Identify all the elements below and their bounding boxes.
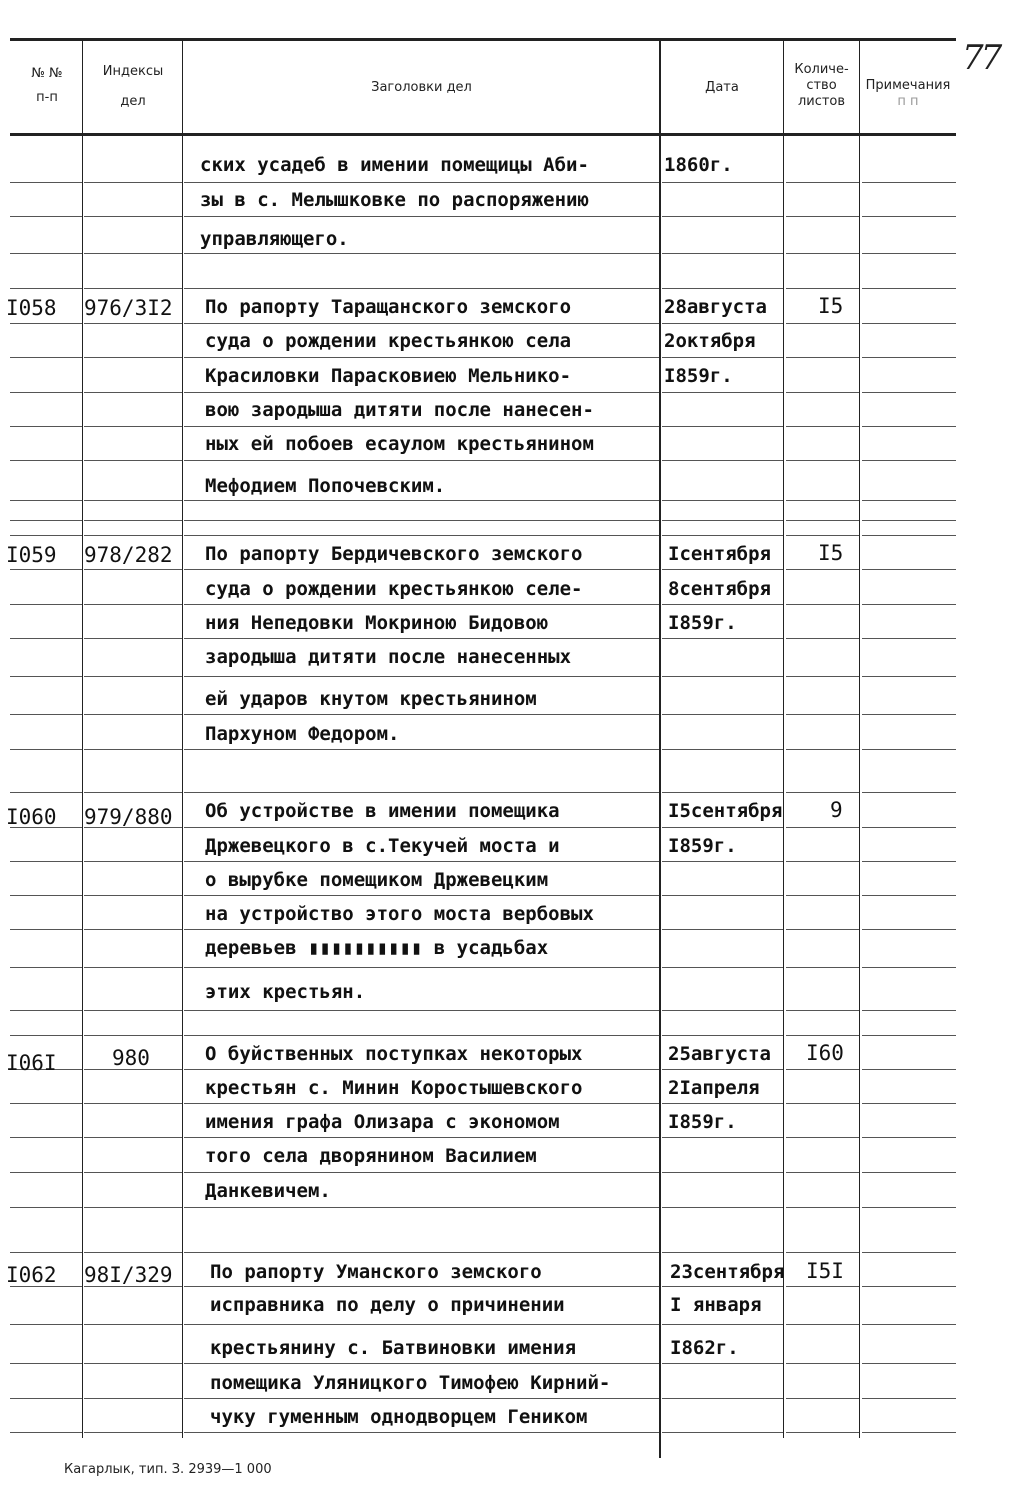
ruled-line-9-0 (10, 500, 82, 501)
ruled-line-35-1 (84, 1398, 182, 1399)
entry-4-title-line-3: имения графа Олизара с экономом (205, 1111, 560, 1133)
entry-2-number: I059 (6, 543, 57, 567)
ruled-line-1-3 (662, 216, 783, 217)
ruled-line-3-3 (662, 288, 783, 289)
ruled-line-10-1 (84, 520, 182, 521)
ruled-line-7-0 (10, 426, 82, 427)
ruled-line-34-1 (84, 1363, 182, 1364)
entry-1-title-line-6: Мефодием Попочевским. (205, 475, 446, 497)
ruled-line-5-2 (184, 357, 659, 358)
ruled-line-8-4 (786, 460, 859, 461)
entry-1-date-line-3: I859г. (664, 365, 733, 387)
ruled-line-13-0 (10, 604, 82, 605)
ruled-line-18-1 (84, 792, 182, 793)
ruled-line-14-0 (10, 638, 82, 639)
ruled-line-1-0 (10, 216, 82, 217)
ruled-line-29-0 (10, 1172, 82, 1173)
ruled-line-11-2 (184, 535, 659, 536)
ruled-line-24-3 (662, 1010, 783, 1011)
ruled-line-7-4 (786, 426, 859, 427)
ruled-line-11-0 (10, 535, 82, 536)
ruled-line-24-4 (786, 1010, 859, 1011)
ruled-line-30-0 (10, 1207, 82, 1208)
header-count: Количе- ство листов (794, 62, 849, 109)
entry-4-number: I06I (6, 1051, 57, 1075)
ruled-line-34-0 (10, 1363, 82, 1364)
ruled-line-11-1 (84, 535, 182, 536)
ruled-line-12-0 (10, 569, 82, 570)
ruled-line-36-0 (10, 1432, 82, 1433)
ruled-line-1-2 (184, 216, 659, 217)
ruled-line-22-4 (786, 929, 859, 930)
ruled-line-28-3 (662, 1137, 783, 1138)
ruled-line-15-3 (662, 676, 783, 677)
column-divider-3 (659, 38, 661, 1458)
header-nn: № № п-п (31, 66, 63, 105)
entry-1-title-line-5: ных ей побоев есаулом крестьянином (205, 433, 594, 455)
ruled-line-33-0 (10, 1324, 82, 1325)
ruled-line-30-1 (84, 1207, 182, 1208)
ruled-line-31-2 (184, 1252, 659, 1253)
ruled-line-34-4 (786, 1363, 859, 1364)
column-divider-2 (182, 38, 183, 1438)
ruled-line-22-3 (662, 929, 783, 930)
entry-2-title-line-5: ей ударов кнутом крестьянином (205, 688, 537, 710)
ruled-line-33-4 (786, 1324, 859, 1325)
ruled-line-0-1 (84, 182, 182, 183)
folio-number: 77 (962, 38, 1000, 78)
ruled-line-7-2 (184, 426, 659, 427)
ruled-line-27-4 (786, 1103, 859, 1104)
ruled-line-12-3 (662, 569, 783, 570)
ruled-line-36-2 (184, 1432, 659, 1433)
ruled-line-8-1 (84, 460, 182, 461)
ruled-line-33-2 (184, 1324, 659, 1325)
ruled-line-4-3 (662, 323, 783, 324)
ruled-line-30-5 (862, 1207, 956, 1208)
ruled-line-15-5 (862, 676, 956, 677)
ruled-line-25-4 (786, 1035, 859, 1036)
entry-3-count: 9 (830, 798, 843, 822)
entry-5-count: I5I (806, 1259, 844, 1283)
ruled-line-15-4 (786, 676, 859, 677)
entry-5-index: 98I/329 (84, 1263, 173, 1287)
ruled-line-2-0 (10, 253, 82, 254)
ruled-line-10-0 (10, 520, 82, 521)
entry-5-title-line-3: крестьянину с. Батвиновки имения (210, 1337, 577, 1359)
ruled-line-11-3 (662, 535, 783, 536)
entry-3-title-line-5: деревьев ▮▮▮▮▮▮▮▮▮▮ в усадьбах (205, 937, 549, 959)
ruled-line-9-2 (184, 500, 659, 501)
ruled-line-17-4 (786, 749, 859, 750)
entry-1-date-line-1: 28августа (664, 296, 767, 318)
ruled-line-33-3 (662, 1324, 783, 1325)
entry-4-title-line-1: О буйственных поступках некоторых (205, 1043, 583, 1065)
ruled-line-2-3 (662, 253, 783, 254)
ruled-line-4-1 (84, 323, 182, 324)
ruled-line-27-2 (184, 1103, 659, 1104)
ruled-line-7-3 (662, 426, 783, 427)
ruled-line-6-1 (84, 392, 182, 393)
entry-4-title-line-5: Данкевичем. (205, 1180, 331, 1202)
entry-2-date-line-3: I859г. (668, 612, 737, 634)
entry-1-number: I058 (6, 296, 57, 320)
ruled-line-12-4 (786, 569, 859, 570)
ruled-line-14-5 (862, 638, 956, 639)
entry-1-index: 976/3I2 (84, 296, 173, 320)
ruled-line-10-3 (662, 520, 783, 521)
ruled-line-32-3 (662, 1286, 783, 1287)
entry-3-date-line-2: I859г. (668, 835, 737, 857)
ruled-line-21-0 (10, 895, 82, 896)
ruled-line-18-4 (786, 792, 859, 793)
column-divider-4 (783, 38, 784, 1438)
ruled-line-17-3 (662, 749, 783, 750)
ruled-line-26-4 (786, 1069, 859, 1070)
ruled-line-19-3 (662, 827, 783, 828)
ruled-line-7-1 (84, 426, 182, 427)
ruled-line-2-1 (84, 253, 182, 254)
entry-5-date-line-2: I января (670, 1294, 762, 1316)
ruled-line-22-0 (10, 929, 82, 930)
ruled-line-26-5 (862, 1069, 956, 1070)
header-bottom-rule (10, 133, 956, 136)
ruled-line-9-3 (662, 500, 783, 501)
header-notes: Примечания п п (865, 78, 951, 109)
ruled-line-27-0 (10, 1103, 82, 1104)
header-date: Дата (705, 80, 739, 95)
ruled-line-17-2 (184, 749, 659, 750)
entry-5-title-line-4: помещика Уляницкого Тимофею Кирний- (210, 1372, 611, 1394)
entry-3-number: I060 (6, 805, 57, 829)
ruled-line-14-3 (662, 638, 783, 639)
ruled-line-36-3 (662, 1432, 783, 1433)
printer-imprint: Кагарлык, тип. З. 2939—1 000 (64, 1462, 272, 1477)
entry-5-date-line-1: 23сентября (670, 1261, 785, 1283)
ruled-line-29-5 (862, 1172, 956, 1173)
ruled-line-14-2 (184, 638, 659, 639)
ruled-line-8-0 (10, 460, 82, 461)
entry-2-title-line-1: По рапорту Бердичевского земского (205, 543, 583, 565)
ruled-line-6-4 (786, 392, 859, 393)
ruled-line-15-0 (10, 676, 82, 677)
ruled-line-20-0 (10, 861, 82, 862)
ruled-line-0-5 (862, 182, 956, 183)
ruled-line-31-3 (662, 1252, 783, 1253)
ruled-line-16-2 (184, 714, 659, 715)
ruled-line-30-4 (786, 1207, 859, 1208)
ruled-line-10-5 (862, 520, 956, 521)
entry-2-index: 978/282 (84, 543, 173, 567)
ruled-line-2-4 (786, 253, 859, 254)
entry-3-title-line-1: Об устройстве в имении помещика (205, 800, 560, 822)
ruled-line-1-5 (862, 216, 956, 217)
header-title: Заголовки дел (371, 80, 472, 95)
ruled-line-2-5 (862, 253, 956, 254)
ruled-line-21-3 (662, 895, 783, 896)
ruled-line-5-0 (10, 357, 82, 358)
ruled-line-13-3 (662, 604, 783, 605)
ruled-line-27-1 (84, 1103, 182, 1104)
entry-3-title-line-6: этих крестьян. (205, 981, 366, 1003)
ruled-line-29-3 (662, 1172, 783, 1173)
ruled-line-2-2 (184, 253, 659, 254)
ruled-line-10-2 (184, 520, 659, 521)
ruled-line-18-2 (184, 792, 659, 793)
ruled-line-24-0 (10, 1010, 82, 1011)
ruled-line-32-2 (184, 1286, 659, 1287)
entry-2-title-line-2: суда о рождении крестьянкою селе- (205, 578, 583, 600)
entry-0-title-line-2: зы в с. Мелышковке по распоряжению (200, 189, 589, 211)
ruled-line-18-3 (662, 792, 783, 793)
entry-5-title-line-5: чуку гуменным однодворцем Геником (210, 1406, 588, 1428)
ruled-line-11-5 (862, 535, 956, 536)
entry-0-date-line-1: 1860г. (664, 154, 733, 176)
ruled-line-19-5 (862, 827, 956, 828)
ruled-line-35-3 (662, 1398, 783, 1399)
ruled-line-5-1 (84, 357, 182, 358)
ruled-line-36-1 (84, 1432, 182, 1433)
ruled-line-8-3 (662, 460, 783, 461)
ruled-line-28-1 (84, 1137, 182, 1138)
entry-2-date-line-2: 8сентября (668, 578, 771, 600)
entry-3-index: 979/880 (84, 805, 173, 829)
entry-5-title-line-1: По рапорту Уманского земского (210, 1261, 542, 1283)
ruled-line-4-5 (862, 323, 956, 324)
ruled-line-24-1 (84, 1010, 182, 1011)
ruled-line-17-0 (10, 749, 82, 750)
ruled-line-22-2 (184, 929, 659, 930)
ruled-line-27-3 (662, 1103, 783, 1104)
ruled-line-5-4 (786, 357, 859, 358)
ruled-line-3-0 (10, 288, 82, 289)
entry-1-title-line-3: Красиловки Парасковиею Мельнико- (205, 365, 572, 387)
ruled-line-23-5 (862, 967, 956, 968)
entry-0-title-line-3: управляющего. (200, 228, 349, 250)
ruled-line-23-4 (786, 967, 859, 968)
ruled-line-0-4 (786, 182, 859, 183)
ruled-line-5-3 (662, 357, 783, 358)
ruled-line-20-3 (662, 861, 783, 862)
ruled-line-8-5 (862, 460, 956, 461)
ruled-line-34-5 (862, 1363, 956, 1364)
ruled-line-23-2 (184, 967, 659, 968)
ruled-line-13-1 (84, 604, 182, 605)
ruled-line-4-2 (184, 323, 659, 324)
ruled-line-9-4 (786, 500, 859, 501)
entry-2-title-line-3: ния Непедовки Мокриною Бидовою (205, 612, 549, 634)
ruled-line-28-2 (184, 1137, 659, 1138)
ruled-line-6-2 (184, 392, 659, 393)
ruled-line-24-5 (862, 1010, 956, 1011)
ruled-line-10-4 (786, 520, 859, 521)
ruled-line-1-4 (786, 216, 859, 217)
entry-5-title-line-2: исправника по делу о причинении (210, 1294, 565, 1316)
header-top-rule (10, 38, 956, 41)
ruled-line-30-3 (662, 1207, 783, 1208)
ruled-line-12-5 (862, 569, 956, 570)
ruled-line-13-5 (862, 604, 956, 605)
column-divider-1 (82, 38, 83, 1438)
ruled-line-6-3 (662, 392, 783, 393)
entry-0-title-line-1: ских усадеб в имении помещицы Аби- (200, 154, 589, 176)
ruled-line-35-5 (862, 1398, 956, 1399)
ruled-line-32-4 (786, 1286, 859, 1287)
ruled-line-19-4 (786, 827, 859, 828)
ruled-line-35-4 (786, 1398, 859, 1399)
ruled-line-18-5 (862, 792, 956, 793)
entry-4-index: 980 (112, 1046, 150, 1070)
ruled-line-9-5 (862, 500, 956, 501)
entry-1-date-line-2: 2октября (664, 330, 756, 352)
ruled-line-16-5 (862, 714, 956, 715)
entry-3-date-line-1: I5сентября (668, 800, 783, 822)
ruled-line-5-5 (862, 357, 956, 358)
ruled-line-15-1 (84, 676, 182, 677)
ruled-line-33-1 (84, 1324, 182, 1325)
ruled-line-6-5 (862, 392, 956, 393)
ruled-line-28-0 (10, 1137, 82, 1138)
ruled-line-23-0 (10, 967, 82, 968)
ruled-line-22-5 (862, 929, 956, 930)
ruled-line-0-2 (184, 182, 659, 183)
entry-1-title-line-2: суда о рождении крестьянкою села (205, 330, 572, 352)
ruled-line-34-3 (662, 1363, 783, 1364)
ruled-line-33-5 (862, 1324, 956, 1325)
ruled-line-13-2 (184, 604, 659, 605)
ruled-line-29-4 (786, 1172, 859, 1173)
ruled-line-31-4 (786, 1252, 859, 1253)
entry-4-title-line-2: крестьян с. Минин Коростышевского (205, 1077, 583, 1099)
ruled-line-21-2 (184, 895, 659, 896)
entry-4-date-line-2: 2Iапреля (668, 1077, 760, 1099)
ruled-line-9-1 (84, 500, 182, 501)
entry-4-date-line-1: 25августа (668, 1043, 771, 1065)
ruled-line-20-2 (184, 861, 659, 862)
ruled-line-14-1 (84, 638, 182, 639)
ruled-line-31-1 (84, 1252, 182, 1253)
ruled-line-35-2 (184, 1398, 659, 1399)
entry-5-number: I062 (6, 1263, 57, 1287)
ruled-line-20-1 (84, 861, 182, 862)
ruled-line-20-5 (862, 861, 956, 862)
ruled-line-3-5 (862, 288, 956, 289)
ruled-line-20-4 (786, 861, 859, 862)
ruled-line-4-4 (786, 323, 859, 324)
ruled-line-3-4 (786, 288, 859, 289)
entry-1-title-line-4: вою зародыша дитяти после нанесен- (205, 399, 594, 421)
ruled-line-31-5 (862, 1252, 956, 1253)
ruled-line-0-3 (662, 182, 783, 183)
entry-4-date-line-3: I859г. (668, 1111, 737, 1133)
ruled-line-18-0 (10, 792, 82, 793)
ruled-line-1-1 (84, 216, 182, 217)
ruled-line-3-2 (184, 288, 659, 289)
ruled-line-0-0 (10, 182, 82, 183)
header-index: Индексы дел (102, 64, 164, 109)
ruled-line-35-0 (10, 1398, 82, 1399)
entry-2-title-line-6: Пархуном Федором. (205, 723, 400, 745)
column-divider-5 (859, 38, 860, 1438)
ruled-line-22-1 (84, 929, 182, 930)
ruled-line-34-2 (184, 1363, 659, 1364)
ruled-line-31-0 (10, 1252, 82, 1253)
ruled-line-16-4 (786, 714, 859, 715)
ruled-line-11-4 (786, 535, 859, 536)
ruled-line-21-4 (786, 895, 859, 896)
ruled-line-25-5 (862, 1035, 956, 1036)
ruled-line-29-1 (84, 1172, 182, 1173)
entry-2-date-line-1: Iсентября (668, 543, 771, 565)
ruled-line-28-5 (862, 1137, 956, 1138)
entry-2-title-line-4: зародыша дитяти после нанесенных (205, 646, 572, 668)
ruled-line-23-1 (84, 967, 182, 968)
ruled-line-27-5 (862, 1103, 956, 1104)
ruled-line-17-5 (862, 749, 956, 750)
entry-3-title-line-4: на устройство этого моста вербовых (205, 903, 594, 925)
ruled-line-12-2 (184, 569, 659, 570)
ruled-line-28-4 (786, 1137, 859, 1138)
ruled-line-12-1 (84, 569, 182, 570)
ruled-line-30-2 (184, 1207, 659, 1208)
ruled-line-25-2 (184, 1035, 659, 1036)
ruled-line-26-3 (662, 1069, 783, 1070)
ruled-line-26-2 (184, 1069, 659, 1070)
ruled-line-7-5 (862, 426, 956, 427)
ruled-line-4-0 (10, 323, 82, 324)
entry-4-count: I60 (806, 1041, 844, 1065)
ruled-line-21-5 (862, 895, 956, 896)
ruled-line-25-0 (10, 1035, 82, 1036)
entry-2-count: I5 (818, 541, 844, 565)
ruled-line-14-4 (786, 638, 859, 639)
ruled-line-16-1 (84, 714, 182, 715)
ruled-line-17-1 (84, 749, 182, 750)
ruled-line-25-1 (84, 1035, 182, 1036)
ruled-line-24-2 (184, 1010, 659, 1011)
ruled-line-6-0 (10, 392, 82, 393)
ruled-line-32-5 (862, 1286, 956, 1287)
ruled-line-3-1 (84, 288, 182, 289)
ruled-line-21-1 (84, 895, 182, 896)
entry-1-count: I5 (818, 294, 844, 318)
ruled-line-16-0 (10, 714, 82, 715)
entry-3-title-line-3: о вырубке помещиком Држевецким (205, 869, 549, 891)
ruled-line-25-3 (662, 1035, 783, 1036)
ruled-line-29-2 (184, 1172, 659, 1173)
ruled-line-36-5 (862, 1432, 956, 1433)
ruled-line-15-2 (184, 676, 659, 677)
ruled-line-13-4 (786, 604, 859, 605)
ruled-line-36-4 (786, 1432, 859, 1433)
ruled-line-19-2 (184, 827, 659, 828)
ruled-line-16-3 (662, 714, 783, 715)
entry-4-title-line-4: того села дворянином Василием (205, 1145, 537, 1167)
ruled-line-8-2 (184, 460, 659, 461)
entry-1-title-line-1: По рапорту Таращанского земского (205, 296, 572, 318)
entry-3-title-line-2: Држевецкого в с.Текучей моста и (205, 835, 560, 857)
entry-5-date-line-3: I862г. (670, 1337, 739, 1359)
ruled-line-23-3 (662, 967, 783, 968)
